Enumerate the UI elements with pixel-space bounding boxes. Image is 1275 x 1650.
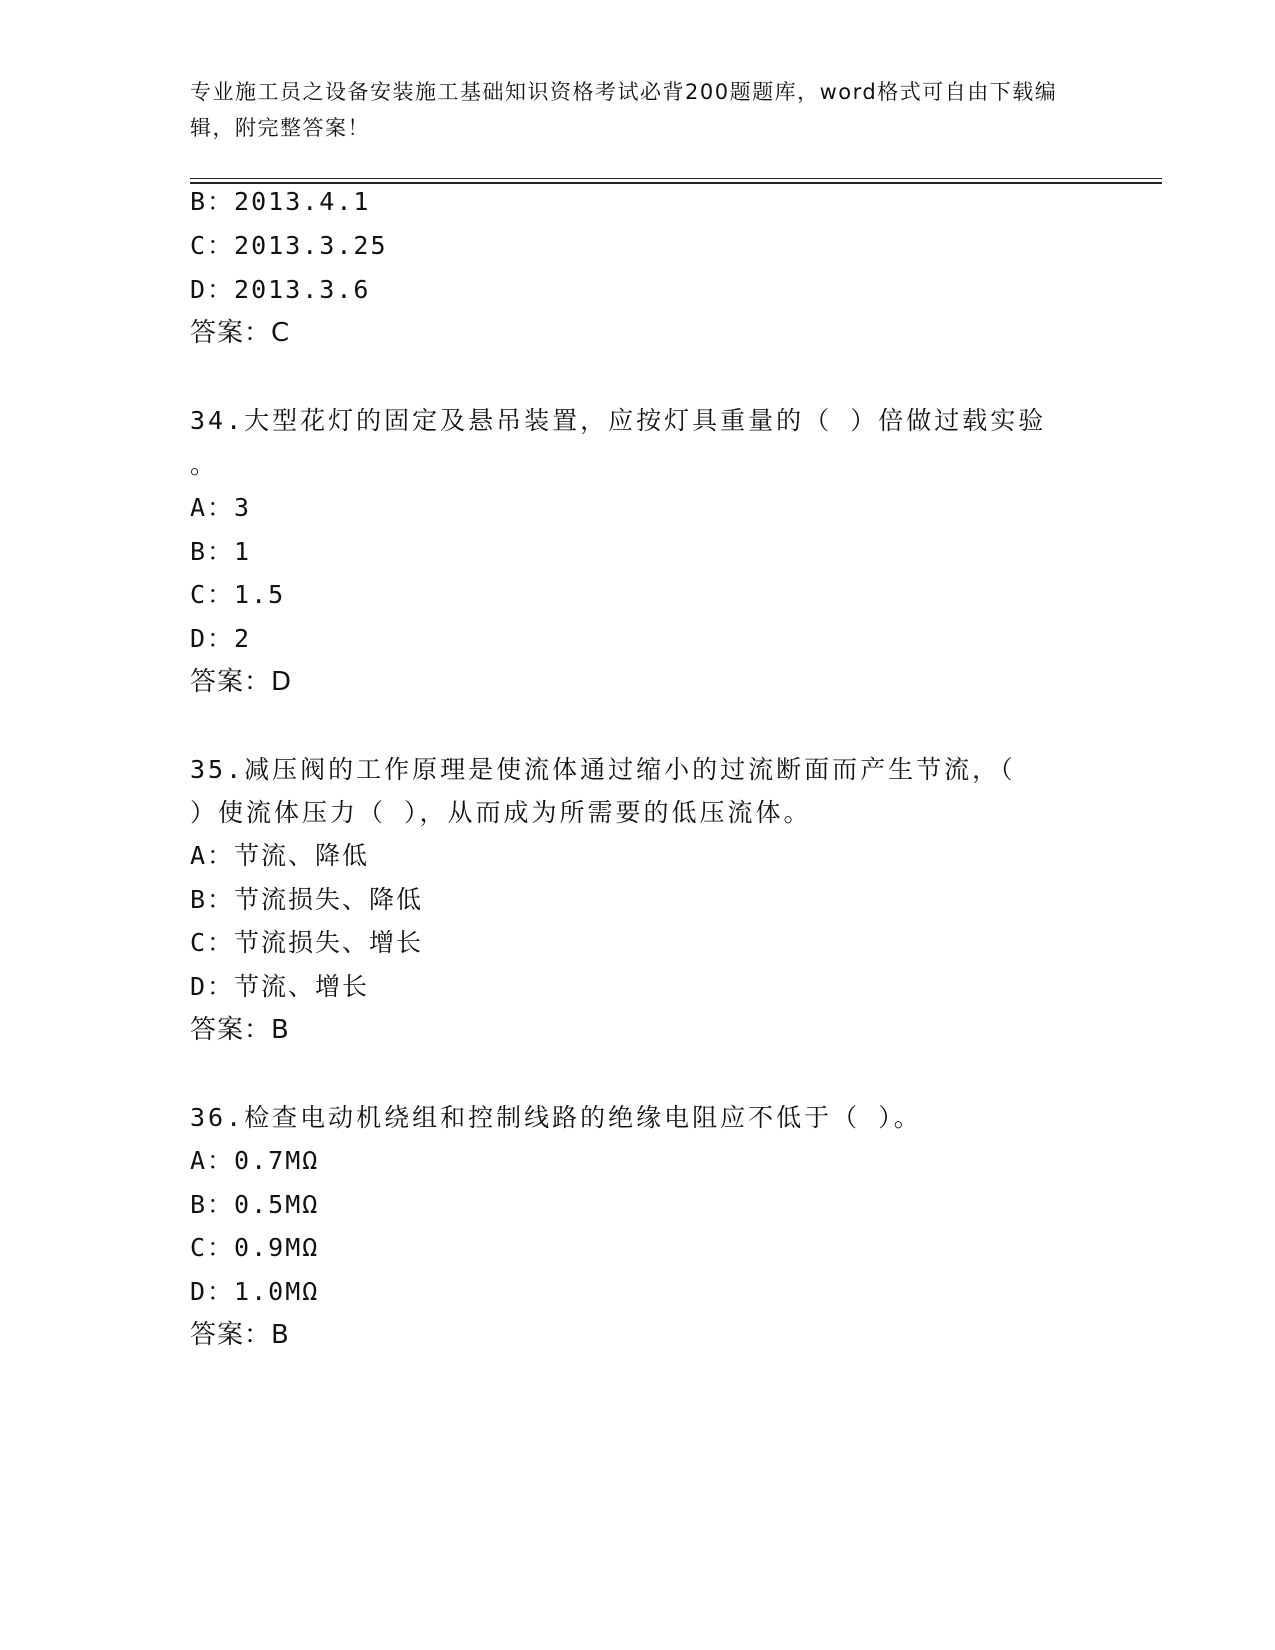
option-c: C：节流损失、增长 xyxy=(190,928,424,957)
option-b: B：1 xyxy=(190,537,252,566)
question-text-continuation: 。 xyxy=(190,450,219,479)
option-a: A：节流、降低 xyxy=(190,841,370,870)
question-text: 34.大型花灯的固定及悬吊装置，应按灯具重量的（ ）倍做过载实验 xyxy=(190,406,1047,435)
option-b: B：2013.4.1 xyxy=(190,187,371,216)
answer-label: 答案：D xyxy=(190,667,293,697)
header-divider-thin xyxy=(190,178,1162,179)
option-a: A：3 xyxy=(190,493,252,522)
question-text-continuation: ）使流体压力（ ），从而成为所需要的低压流体。 xyxy=(190,798,812,827)
document-header-title: 专业施工员之设备安装施工基础知识资格考试必背200题题库，word格式可自由下载编辑，附完整答案！ xyxy=(190,80,1058,140)
option-d: D：节流、增长 xyxy=(190,972,370,1001)
option-a: A：0.7MΩ xyxy=(190,1146,320,1175)
option-c: C：2013.3.25 xyxy=(190,231,388,260)
option-d: D：1.0MΩ xyxy=(190,1277,320,1306)
option-b: B：0.5MΩ xyxy=(190,1190,320,1219)
answer-label: 答案：B xyxy=(190,1320,290,1350)
option-d: D：2 xyxy=(190,624,252,653)
option-c: C：1.5 xyxy=(190,580,286,609)
answer-label: 答案：B xyxy=(190,1015,290,1045)
header-divider-thick xyxy=(190,182,1162,184)
question-text: 35.减压阀的工作原理是使流体通过缩小的过流断面而产生节流，（ xyxy=(190,755,1016,784)
option-d: D：2013.3.6 xyxy=(190,275,371,304)
question-text: 36.检查电动机绕组和控制线路的绝缘电阻应不低于（ ）。 xyxy=(190,1103,922,1132)
answer-label: 答案：C xyxy=(190,318,291,348)
option-c: C：0.9MΩ xyxy=(190,1233,320,1262)
option-b: B：节流损失、降低 xyxy=(190,885,424,914)
